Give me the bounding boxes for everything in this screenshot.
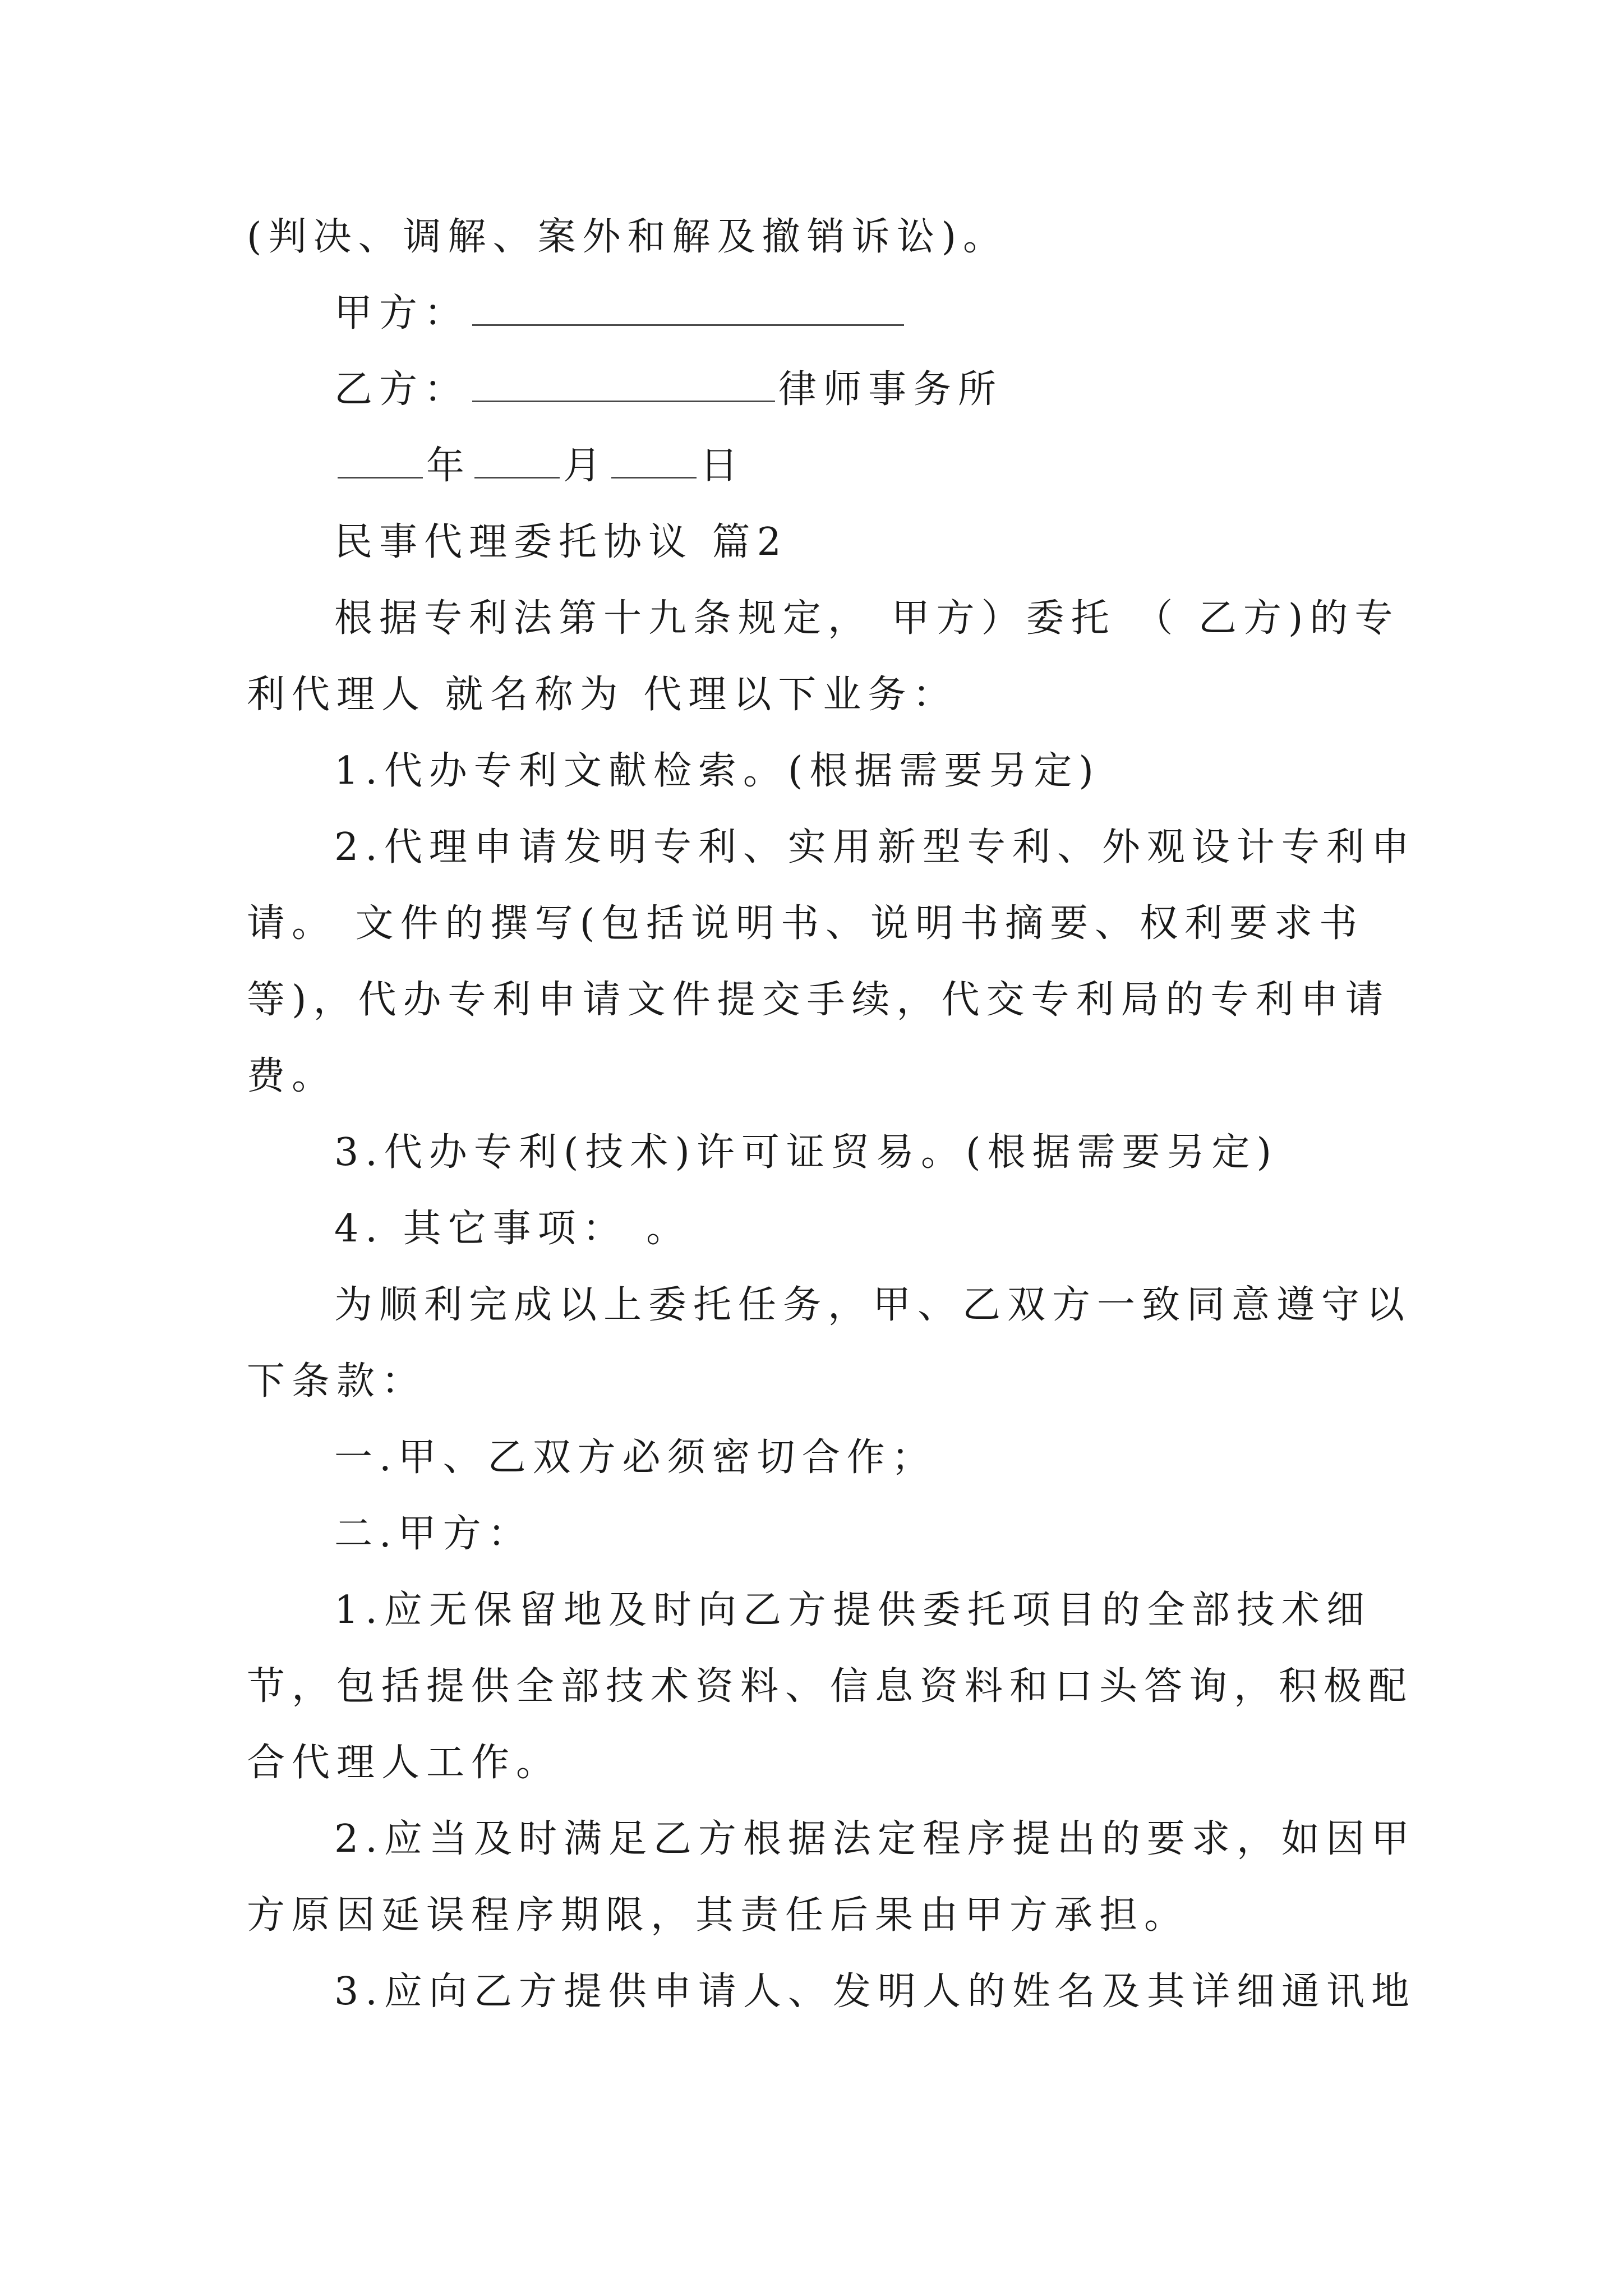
party-b-line: [247, 352, 1382, 428]
date-line: [247, 428, 1382, 504]
party-a-label: 甲方：: [334, 291, 469, 335]
month-blank: [474, 433, 560, 478]
month-label: 月: [563, 444, 608, 488]
text-line: 合代理人工作。: [247, 1741, 561, 1785]
party-b-label: 乙方：: [334, 367, 469, 412]
day-label: 日: [700, 444, 745, 488]
text-line: 3.代办专利(技术)许可证贸易。(根据需要另定): [334, 1130, 1278, 1175]
text-line: 3.应向乙方提供申请人、发明人的姓名及其详细通讯地: [334, 1970, 1416, 2014]
text-line: 请。 文件的撰写(包括说明书、说明书摘要、权利要求书: [247, 901, 1364, 946]
text-line: 2.应当及时满足乙方根据法定程序提出的要求，如因甲: [334, 1817, 1416, 1861]
text-line: 4. 其它事项： 。: [334, 1207, 691, 1251]
year-blank: [338, 433, 423, 478]
text-line: 下条款：: [247, 1359, 427, 1404]
party-b-blank: [472, 357, 775, 402]
year-label: 年: [426, 444, 472, 488]
text-line: 二.甲方：: [334, 1512, 533, 1556]
text-line: 利代理人 就名称为 代理以下业务：: [247, 673, 958, 717]
text-line: 等)，代办专利申请文件提交手续，代交专利局的专利申请: [247, 978, 1390, 1022]
party-a-line: [247, 275, 1382, 352]
text-line: 方原因延误程序期限，其责任后果由甲方承担。: [247, 1893, 1189, 1938]
party-a-blank: [472, 280, 904, 326]
party-b-suffix: 律师事务所: [778, 367, 1003, 412]
text-line: (判决、调解、案外和解及撤销诉讼)。: [247, 215, 1008, 259]
text-line: 费。: [247, 1054, 337, 1098]
text-line: 1.代办专利文献检索。(根据需要另定): [334, 749, 1100, 793]
section-heading: 民事代理委托协议 篇2: [334, 520, 788, 564]
text-line: 根据专利法第十九条规定， 甲方）委托 （ 乙方)的专: [334, 596, 1400, 641]
text-line: 1.应无保留地及时向乙方提供委托项目的全部技术细: [334, 1588, 1371, 1632]
text-line: 2.代理申请发明专利、实用新型专利、外观设计专利申: [334, 825, 1416, 869]
text-line: 一.甲、乙双方必须密切合作；: [334, 1435, 937, 1480]
text-line: 节，包括提供全部技术资料、信息资料和口头答询，积极配: [247, 1664, 1414, 1709]
text-line: 为顺利完成以上委托任务，甲、乙双方一致同意遵守以: [334, 1283, 1412, 1327]
day-blank: [611, 433, 697, 478]
